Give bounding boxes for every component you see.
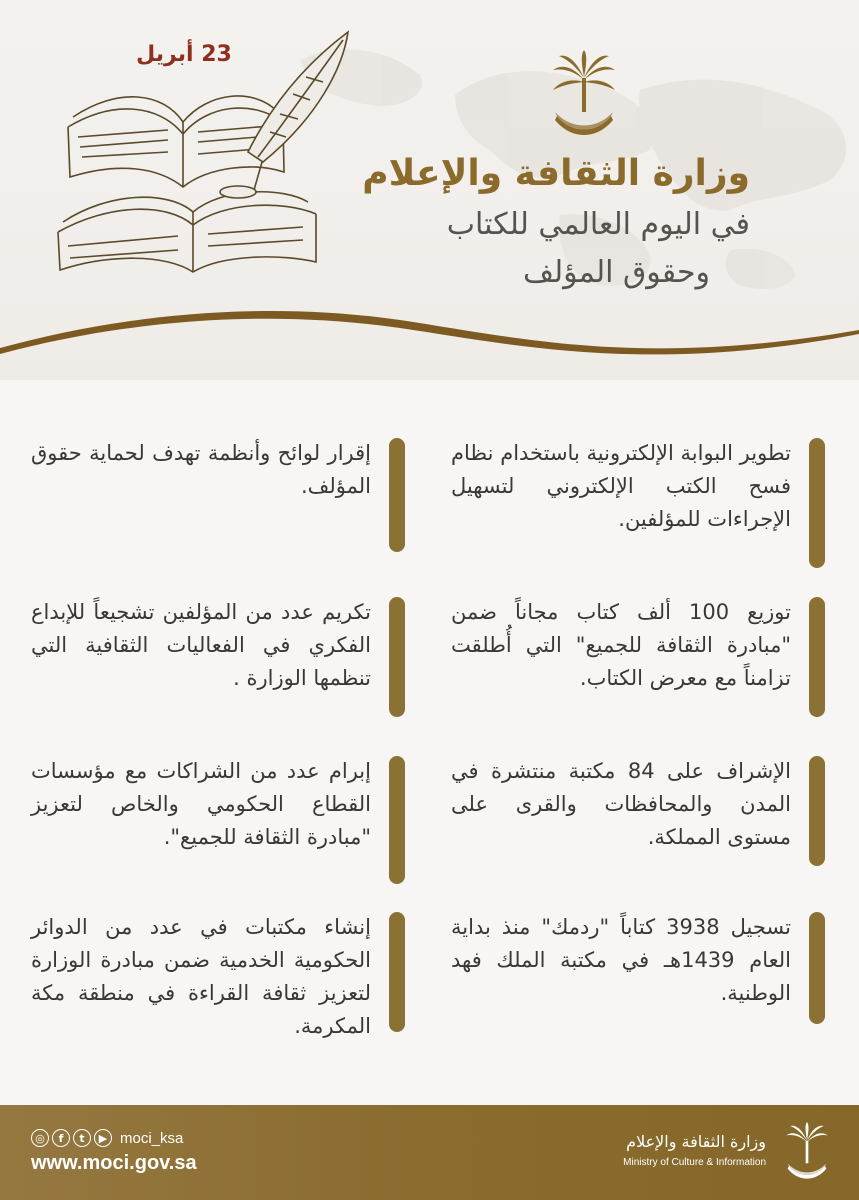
card-text: تسجيل 3938 كتاباً "ردمك" منذ بداية العام 1439هـ في مكتبة الملك فهد الوطنية. xyxy=(451,915,791,1005)
ministry-title: وزارة الثقافة والإعلام xyxy=(362,153,750,194)
date-label: 23 أبريل xyxy=(136,42,232,67)
card-text: إنشاء مكتبات في عدد من الدوائر الحكومية الخدمية ضمن مبادرة الوزارة لتعزيز ثقافة القراءة في منطقة مكة المكرمة. xyxy=(31,915,371,1038)
decorative-wave xyxy=(0,290,859,380)
website-link[interactable]: www.moci.gov.sa xyxy=(31,1152,197,1174)
card-accent-bar xyxy=(389,438,405,552)
youtube-icon[interactable]: ▶ xyxy=(94,1129,112,1147)
card-right-2 xyxy=(450,597,825,717)
social-handle[interactable]: moci_ksa xyxy=(120,1129,184,1147)
facebook-icon[interactable]: f xyxy=(52,1129,70,1147)
card-right-3 xyxy=(450,756,825,866)
card-accent-bar xyxy=(389,597,405,717)
card-text: إبرام عدد من الشراكات مع مؤسسات القطاع الحكومي والخاص لتعزيز "مبادرة الثقافة للجميع". xyxy=(31,759,371,849)
footer-ministry-arabic: وزارة الثقافة والإعلام xyxy=(626,1132,766,1151)
card-accent-bar xyxy=(809,597,825,717)
footer xyxy=(0,1105,859,1200)
twitter-icon[interactable]: t xyxy=(73,1129,91,1147)
card-text: إقرار لوائح وأنظمة تهدف لحماية حقوق المؤلف. xyxy=(31,441,371,498)
card-text: تطوير البوابة الإلكترونية باستخدام نظام فسح الكتب الإلكتروني لتسهيل الإجراءات للمؤلفين. xyxy=(451,441,791,531)
card-text: توزيع 100 ألف كتاب مجاناً ضمن "مبادرة الثقافة للجميع" التي أُطلقت تزامناً مع معرض الكتاب. xyxy=(451,600,791,690)
card-left-3 xyxy=(30,756,405,884)
card-accent-bar xyxy=(809,912,825,1024)
card-accent-bar xyxy=(809,438,825,568)
saudi-emblem-icon xyxy=(551,50,617,140)
footer-emblem-icon xyxy=(785,1121,829,1183)
card-text: الإشراف على 84 مكتبة منتشرة في المدن والمحافظات والقرى على مستوى المملكة. xyxy=(451,759,792,849)
subtitle-line-2: وحقوق المؤلف xyxy=(522,255,710,290)
social-links xyxy=(31,1128,183,1148)
card-left-2 xyxy=(30,597,405,717)
card-accent-bar xyxy=(389,756,405,884)
card-left-4 xyxy=(30,912,405,1038)
subtitle-line-1: في اليوم العالمي للكتاب xyxy=(446,207,750,242)
card-right-4 xyxy=(450,912,825,1024)
card-right-1 xyxy=(450,438,825,568)
instagram-icon[interactable]: ◎ xyxy=(31,1129,49,1147)
card-accent-bar xyxy=(389,912,405,1032)
card-left-1 xyxy=(30,438,405,552)
footer-ministry-english: Ministry of Culture & Information xyxy=(623,1157,766,1168)
card-text: تكريم عدد من المؤلفين تشجيعاً للإبداع الفكري في الفعاليات الثقافية التي تنظمها الوزارة . xyxy=(31,600,371,690)
card-accent-bar xyxy=(809,756,825,866)
